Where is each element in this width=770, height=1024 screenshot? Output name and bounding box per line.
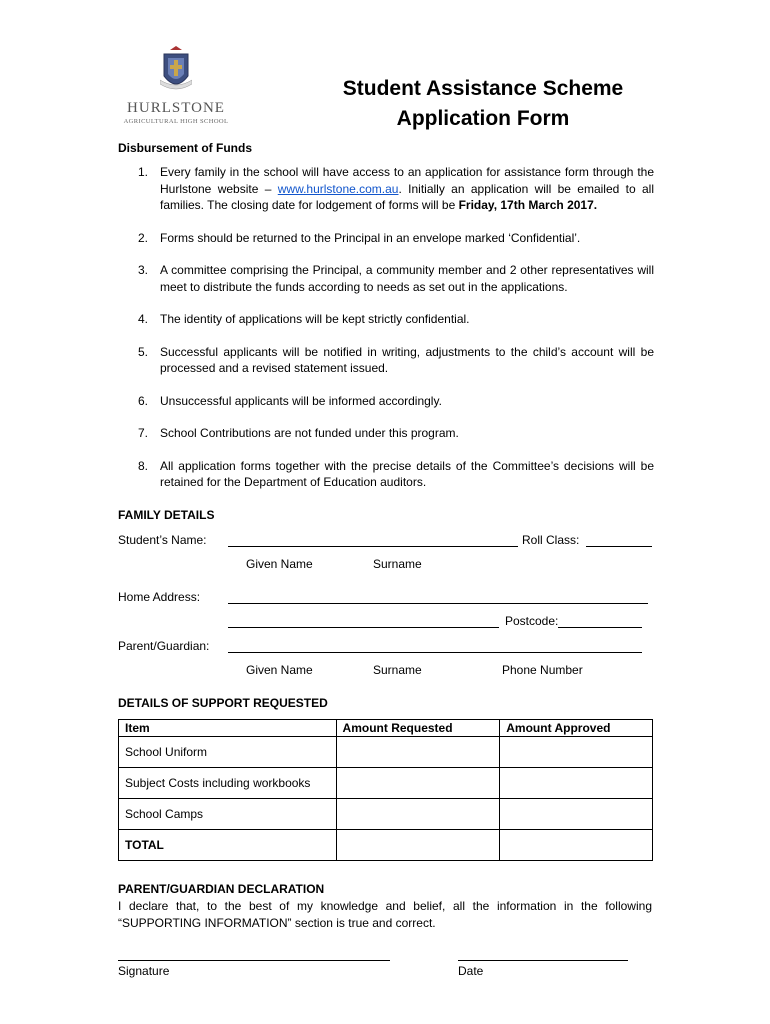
table-row: [119, 737, 653, 768]
phone-number-caption: Phone Number: [502, 663, 583, 677]
list-item: [118, 425, 654, 442]
item-number: 4.: [138, 312, 149, 326]
parent-guardian-line[interactable]: [228, 652, 642, 653]
given-name-caption: Given Name: [246, 557, 313, 571]
signature-line[interactable]: [118, 960, 390, 961]
table-row: [119, 768, 653, 799]
col-amount-requested-header: Amount Requested: [336, 720, 500, 737]
signature-label: Signature: [118, 964, 170, 978]
disbursement-list: [118, 164, 654, 507]
crest-icon: [160, 46, 192, 94]
page-title-line-2: Application Form: [396, 107, 570, 130]
declaration-heading: PARENT/GUARDIAN DECLARATION: [118, 882, 325, 896]
page-title-line-1: Student Assistance Scheme: [342, 77, 624, 100]
home-address-label: Home Address:: [118, 590, 201, 604]
school-logo: [120, 40, 232, 130]
list-item: [118, 164, 654, 214]
student-name-line[interactable]: [228, 546, 518, 547]
col-item-header: Item: [119, 720, 337, 737]
amount-requested-cell[interactable]: [336, 768, 500, 799]
amount-requested-cell[interactable]: [336, 737, 500, 768]
item-text: The identity of applications will be kept strictly confidential.: [160, 312, 470, 326]
row-label-total: TOTAL: [119, 830, 337, 861]
amount-approved-cell[interactable]: [500, 737, 653, 768]
item-number: 3.: [138, 263, 149, 277]
roll-class-label: Roll Class:: [522, 533, 580, 547]
row-label: School Camps: [119, 799, 337, 830]
home-address-line[interactable]: [228, 603, 648, 604]
table-row: [119, 799, 653, 830]
surname-caption-2: Surname: [373, 663, 422, 677]
website-link[interactable]: www.hurlstone.com.au: [277, 181, 399, 196]
item-text: Unsuccessful applicants will be informed accordingly.: [160, 393, 442, 408]
amount-approved-cell[interactable]: [500, 830, 653, 861]
col-amount-approved-header: Amount Approved: [500, 720, 653, 737]
postcode-line[interactable]: [558, 627, 642, 628]
logo-subtitle: AGRICULTURAL HIGH SCHOOL: [123, 118, 229, 125]
postcode-label: Postcode:: [505, 614, 559, 628]
list-item: [118, 393, 654, 410]
surname-caption: Surname: [373, 557, 422, 571]
item-number: 5.: [138, 344, 149, 359]
parent-guardian-label: Parent/Guardian:: [118, 639, 210, 653]
amount-requested-cell[interactable]: [336, 799, 500, 830]
table-header-row: [119, 720, 653, 737]
disbursement-heading: Disbursement of Funds: [118, 141, 253, 155]
item-number: 6.: [138, 393, 149, 408]
support-heading: DETAILS OF SUPPORT REQUESTED: [118, 696, 328, 710]
list-item: [118, 458, 654, 491]
row-label: Subject Costs including workbooks: [119, 768, 337, 799]
table-row: [119, 830, 653, 861]
amount-requested-cell[interactable]: [336, 830, 500, 861]
date-label: Date: [458, 964, 484, 978]
list-item: [118, 344, 654, 377]
item-text: All application forms together with the precise details of the Committee’s decisions will be retained for the Department of Education auditors.: [160, 458, 654, 489]
home-address-line-2[interactable]: [228, 627, 499, 628]
item-text: A committee comprising the Principal, a community member and 2 other representatives will meet to distribute the funds according to needs as set out in the applications.: [160, 263, 654, 294]
item-number: 7.: [138, 426, 149, 440]
support-table: [118, 719, 653, 861]
amount-approved-cell[interactable]: [500, 768, 653, 799]
row-label: School Uniform: [119, 737, 337, 768]
item-text: Successful applicants will be notified in writing, adjustments to the child’s account will be processed and a revised statement issued.: [160, 344, 654, 375]
roll-class-line[interactable]: [586, 546, 652, 547]
item-number: 8.: [138, 458, 149, 473]
item-text: Every family in the school will have access to an application for assistance form through the Hurlstone website –: [160, 165, 654, 196]
student-name-label: Student’s Name:: [118, 533, 207, 547]
item-text: School Contributions are not funded under this program.: [160, 426, 459, 440]
item-text: . Initially an application will be emailed to all families. The closing date for lodgement of forms will be: [160, 181, 654, 212]
list-item: [118, 230, 654, 247]
item-text: Forms should be returned to the Principal in an envelope marked ‘Confidential’.: [160, 230, 581, 245]
logo-name: HURLSTONE: [127, 100, 225, 116]
item-number: 1.: [138, 165, 149, 179]
closing-date: Friday, 17th March 2017.: [458, 198, 598, 212]
item-number: 2.: [138, 230, 149, 245]
family-details-heading: FAMILY DETAILS: [118, 508, 215, 522]
given-name-caption-2: Given Name: [246, 663, 313, 677]
list-item: [118, 311, 654, 328]
date-line[interactable]: [458, 960, 628, 961]
declaration-text: I declare that, to the best of my knowledge and belief, all the information in the following “SUPPORTING INFORMATION” section is true and correct.: [118, 899, 652, 930]
list-item: [118, 262, 654, 295]
amount-approved-cell[interactable]: [500, 799, 653, 830]
